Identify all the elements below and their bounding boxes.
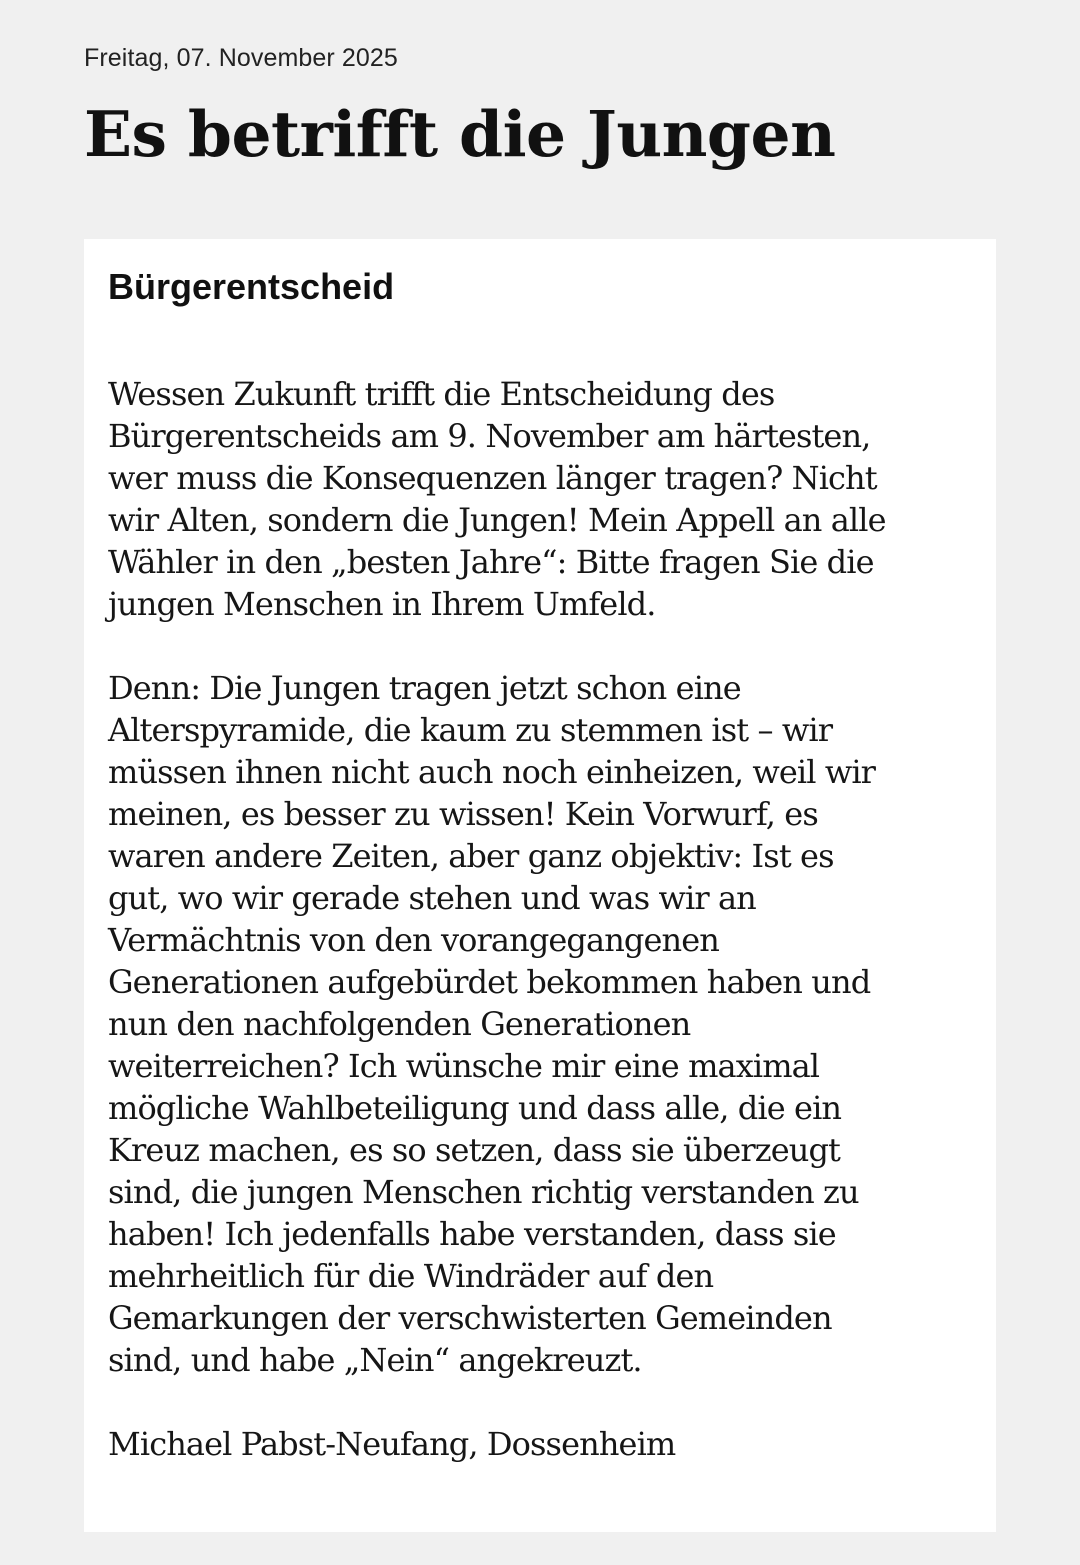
letter-topic-title: Bürgerentscheid xyxy=(108,266,395,307)
text-line: müssen ihnen nicht auch noch einheizen, weil wir xyxy=(108,753,876,791)
letter-signature: Michael Pabst-Neufang, Dossenheim xyxy=(108,1425,676,1463)
text-line: sind, die jungen Menschen richtig verstanden zu xyxy=(108,1173,859,1211)
text-line: jungen Menschen in Ihrem Umfeld. xyxy=(108,585,656,623)
text-line: Bürgerentscheids am 9. November am härtesten, xyxy=(108,417,871,455)
text-line: Kreuz machen, es so setzen, dass sie überzeugt xyxy=(108,1131,841,1169)
text-line: meinen, es besser zu wissen! Kein Vorwurf, es xyxy=(108,795,818,833)
text-line: Denn: Die Jungen tragen jetzt schon eine xyxy=(108,669,741,707)
text-line: sind, und habe „Nein“ angekreuzt. xyxy=(108,1341,642,1379)
text-line: Vermächtnis von den vorangegangenen xyxy=(108,921,719,959)
publication-date: Freitag, 07. November 2025 xyxy=(84,44,398,72)
text-line: haben! Ich jedenfalls habe verstanden, dass sie xyxy=(108,1215,836,1253)
article-headline: Es betrifft die Jungen xyxy=(84,97,836,171)
text-line: nun den nachfolgenden Generationen xyxy=(108,1005,691,1043)
reader-letter-card xyxy=(84,239,996,1532)
article-header xyxy=(84,40,996,174)
text-line: Wessen Zukunft trifft die Entscheidung des xyxy=(108,375,775,413)
letter-paragraph-2 xyxy=(108,667,972,1381)
text-line: wer muss die Konsequenzen länger tragen? Nicht xyxy=(108,459,877,497)
text-line: Alterspyramide, die kaum zu stemmen ist – wir xyxy=(108,711,833,749)
text-line: gut, wo wir gerade stehen und was wir an xyxy=(108,879,756,917)
text-line: mehrheitlich für die Windräder auf den xyxy=(108,1257,714,1295)
text-line: wir Alten, sondern die Jungen! Mein Appell an alle xyxy=(108,501,886,539)
text-line: waren andere Zeiten, aber ganz objektiv: Ist es xyxy=(108,837,834,875)
text-line: Wähler in den „besten Jahre“: Bitte fragen Sie die xyxy=(108,543,874,581)
text-line: Generationen aufgebürdet bekommen haben und xyxy=(108,963,871,1001)
text-line: weiterreichen? Ich wünsche mir eine maximal xyxy=(108,1047,820,1085)
letter-paragraph-1 xyxy=(108,373,972,625)
text-line: Gemarkungen der verschwisterten Gemeinden xyxy=(108,1299,832,1337)
text-line: mögliche Wahlbeteiligung und dass alle, die ein xyxy=(108,1089,842,1127)
